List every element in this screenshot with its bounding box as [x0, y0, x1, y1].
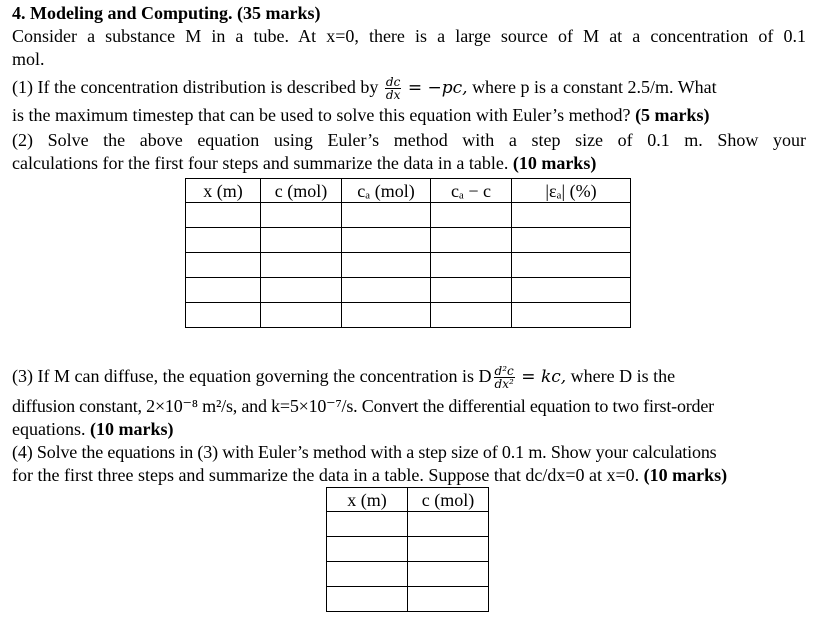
part2-line-2 — [12, 152, 806, 174]
part1-line-2 — [12, 104, 806, 126]
table-row — [186, 303, 631, 328]
part4-line-2 — [12, 464, 806, 486]
table-cell[interactable] — [261, 253, 342, 278]
part3-derivative-num: d²c — [494, 364, 514, 379]
table-cell[interactable] — [408, 562, 489, 587]
part1-derivative-den: dx — [385, 88, 401, 103]
part1-line2-text: is the maximum timestep that can be used to solve this equation with Euler’s method? — [12, 105, 631, 125]
part1-derivative — [385, 76, 401, 101]
t1-header-error: |εₐ| (%) — [512, 179, 631, 203]
table-cell[interactable] — [342, 303, 431, 328]
part3-prefix: (3) If M can diffuse, the equation governing the concentration is D — [12, 366, 492, 386]
table-cell[interactable] — [186, 278, 261, 303]
table-cell[interactable] — [327, 512, 408, 537]
part3-marks: (10 marks) — [90, 419, 174, 439]
t1-header-c: c (mol) — [261, 179, 342, 203]
table-row — [327, 512, 489, 537]
part3-line3-text: equations. — [12, 419, 86, 439]
table-cell[interactable] — [327, 587, 408, 612]
table-cell[interactable] — [261, 228, 342, 253]
intro-line-1: Consider a substance M in a tube. At x=0, there is a large source of M at a concentration of 0.1 — [12, 26, 806, 46]
table-row — [186, 203, 631, 228]
t1-header-x: x (m) — [186, 179, 261, 203]
table-cell[interactable] — [512, 253, 631, 278]
part4-line2-text: for the first three steps and summarize the data in a table. Suppose that dc/dx=0 at x=0. — [12, 465, 640, 485]
t1-header-ca: cₐ (mol) — [342, 179, 431, 203]
table-row — [186, 278, 631, 303]
table-cell[interactable] — [186, 203, 261, 228]
question-title: 4. Modeling and Computing. (35 marks) — [12, 3, 321, 23]
t2-header-c: c (mol) — [408, 488, 489, 512]
part4-marks: (10 marks) — [643, 465, 728, 485]
part3-suffix: where D is the — [570, 366, 676, 386]
part3-line-1 — [12, 365, 806, 390]
table-row — [186, 253, 631, 278]
table-row — [327, 562, 489, 587]
table-cell[interactable] — [408, 587, 489, 612]
summary-table-part4 — [326, 487, 489, 612]
table-cell[interactable] — [327, 562, 408, 587]
part1-equation-rhs: = −pc, — [407, 78, 468, 98]
part2-line2-text: calculations for the first four steps and summarize the data in a table. — [12, 153, 509, 173]
table-cell[interactable] — [431, 278, 512, 303]
summary-table-part2 — [185, 178, 631, 328]
table-cell[interactable] — [327, 537, 408, 562]
table-cell[interactable] — [342, 228, 431, 253]
table-cell[interactable] — [342, 253, 431, 278]
part4-line-1: (4) Solve the equations in (3) with Euler’s method with a step size of 0.1 m. Show your calculations — [12, 442, 717, 462]
table-cell[interactable] — [512, 228, 631, 253]
part3-line-2: diffusion constant, 2×10⁻⁸ m²/s, and k=5×10⁻⁷/s. Convert the differential equation to two first-order — [12, 396, 714, 416]
table-cell[interactable] — [431, 228, 512, 253]
table-cell[interactable] — [261, 203, 342, 228]
table-cell[interactable] — [431, 203, 512, 228]
table-cell[interactable] — [408, 537, 489, 562]
table-cell[interactable] — [512, 203, 631, 228]
table-row — [327, 587, 489, 612]
part1-middle: where p is a constant 2.5/m. What — [472, 77, 717, 97]
part3-line-3 — [12, 418, 806, 440]
part2-marks: (10 marks) — [512, 153, 597, 173]
table-cell[interactable] — [186, 228, 261, 253]
table-cell[interactable] — [186, 253, 261, 278]
t1-header-ca-minus-c: cₐ − c — [431, 179, 512, 203]
table-cell[interactable] — [512, 278, 631, 303]
part1-prefix: (1) If the concentration distribution is described by — [12, 77, 379, 97]
table-cell[interactable] — [186, 303, 261, 328]
part1-marks: (5 marks) — [635, 105, 710, 125]
part1-line-1 — [12, 76, 806, 101]
table-cell[interactable] — [512, 303, 631, 328]
part3-equation-rhs: = kc, — [521, 367, 567, 387]
table-row — [186, 228, 631, 253]
table-cell[interactable] — [261, 278, 342, 303]
part3-second-derivative — [494, 365, 515, 390]
table-cell[interactable] — [342, 203, 431, 228]
table-cell[interactable] — [261, 303, 342, 328]
part3-derivative-den: dx² — [494, 377, 514, 392]
table-row — [327, 537, 489, 562]
table-cell[interactable] — [431, 253, 512, 278]
t2-header-x: x (m) — [327, 488, 408, 512]
intro-line-2: mol. — [12, 49, 45, 69]
table-cell[interactable] — [431, 303, 512, 328]
part1-derivative-num: dc — [385, 75, 401, 90]
part2-line-1: (2) Solve the above equation using Euler’s method with a step size of 0.1 m. Show your — [12, 130, 806, 150]
table-cell[interactable] — [342, 278, 431, 303]
table-cell[interactable] — [408, 512, 489, 537]
